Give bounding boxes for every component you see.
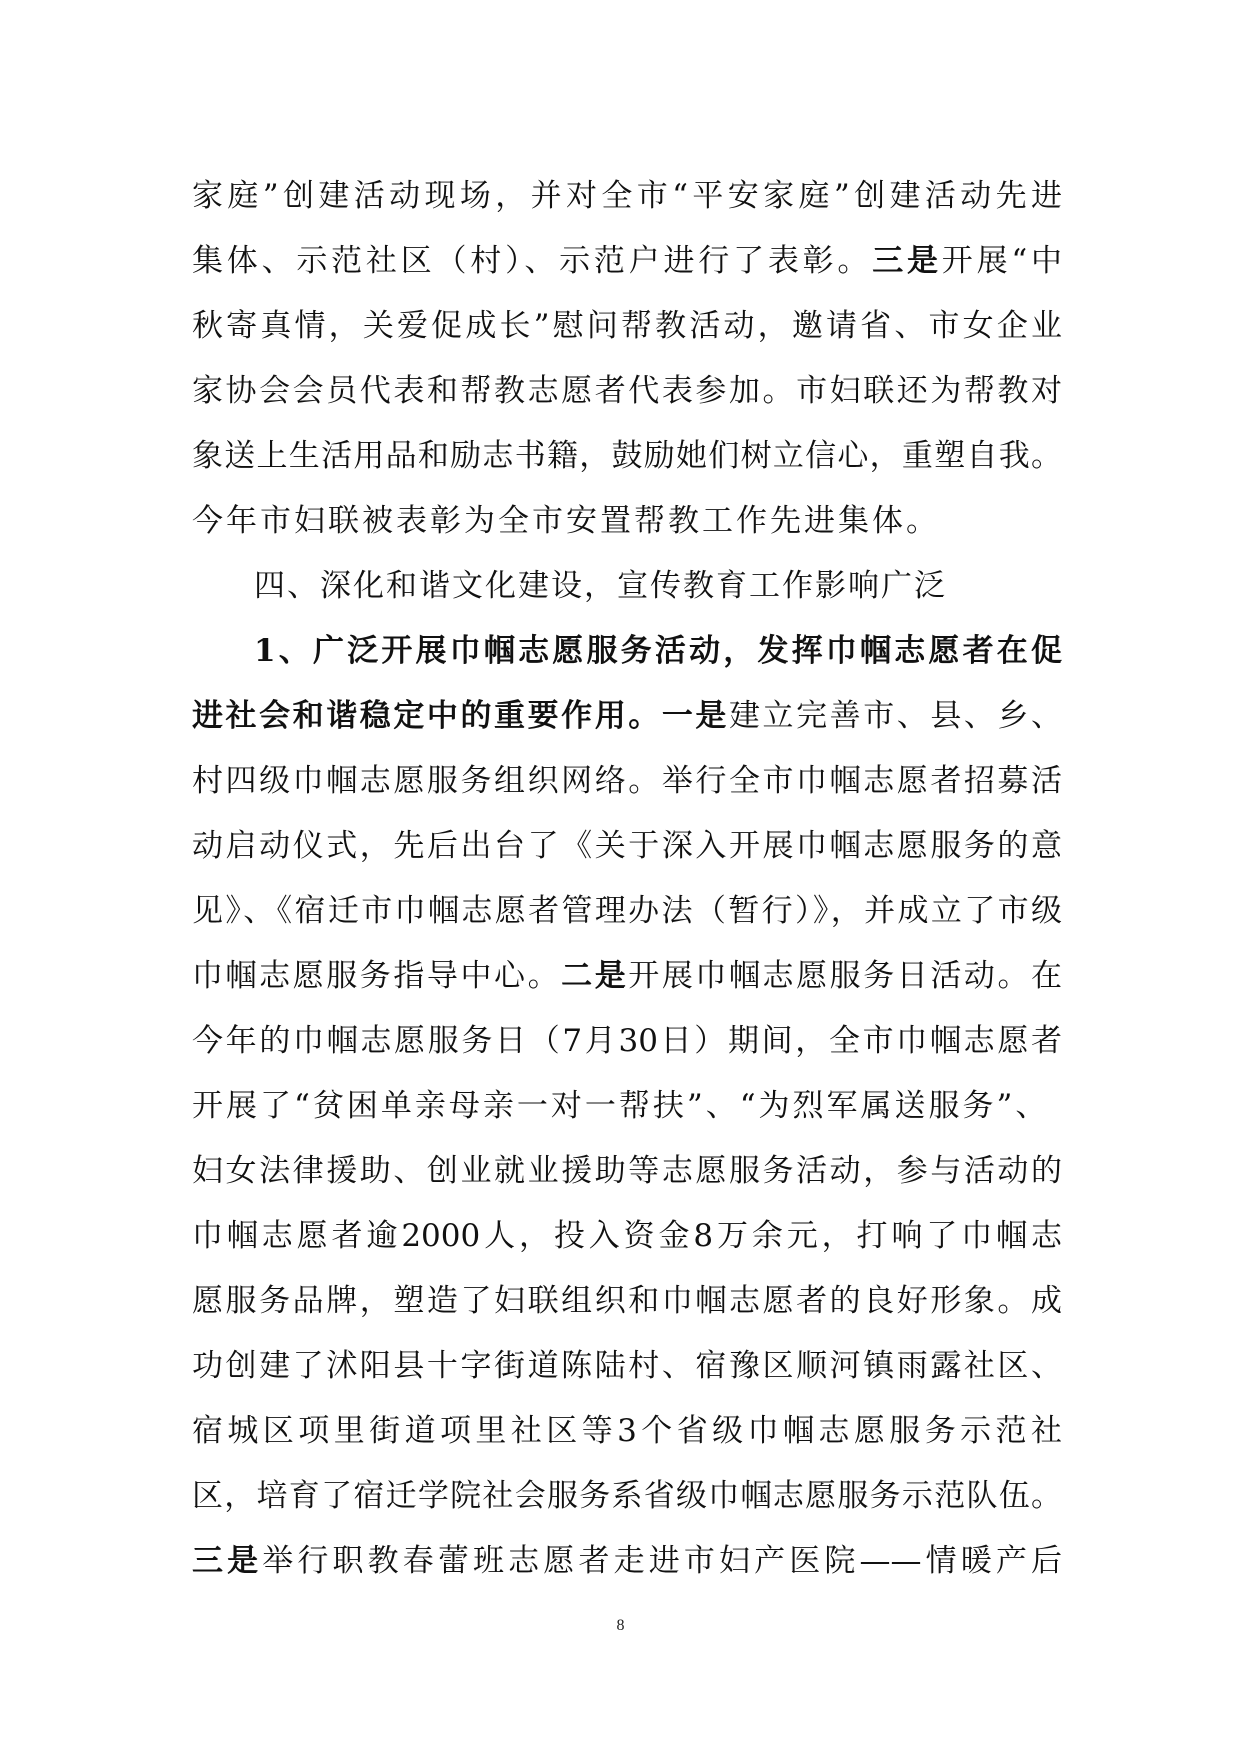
text-line: 集体、示范社区（村）、示范户进行了表彰。三是开展“中 bbox=[192, 243, 1062, 279]
text-line: 巾帼志愿者逾2000人，投入资金8万余元，打响了巾帼志 bbox=[192, 1218, 1062, 1254]
text-line: 进社会和谐稳定中的重要作用。一是建立完善市、县、乡、 bbox=[192, 698, 1062, 734]
text-line: 见》、《宿迁市巾帼志愿者管理办法（暂行）》，并成立了市级 bbox=[192, 893, 1062, 929]
text-line: 村四级巾帼志愿服务组织网络。举行全市巾帼志愿者招募活 bbox=[192, 763, 1062, 799]
text-line: 动启动仪式，先后出台了《关于深入开展巾帼志愿服务的意 bbox=[192, 828, 1062, 864]
bold-marker: 进社会和谐稳定中的重要作用。一是 bbox=[192, 698, 729, 734]
text-line: 开展了“贫困单亲母亲一对一帮扶”、“为烈军属送服务”、 bbox=[192, 1088, 1050, 1124]
text-line: 今年的巾帼志愿服务日（7月30日）期间，全市巾帼志愿者 bbox=[192, 1023, 1062, 1059]
body-text bbox=[192, 164, 1062, 1594]
text-line: 妇女法律援助、创业就业援助等志愿服务活动，参与活动的 bbox=[192, 1153, 1062, 1189]
text-line: 象送上生活用品和励志书籍，鼓励她们树立信心，重塑自我。 bbox=[192, 438, 1062, 474]
text-line: 功创建了沭阳县十字街道陈陆村、宿豫区顺河镇雨露社区、 bbox=[192, 1348, 1062, 1384]
section-heading: 四、深化和谐文化建设，宣传教育工作影响广泛 bbox=[254, 568, 947, 604]
text-line: 愿服务品牌，塑造了妇联组织和巾帼志愿者的良好形象。成 bbox=[192, 1283, 1062, 1319]
text-line: 今年市妇联被表彰为全市安置帮教工作先进集体。 bbox=[192, 503, 940, 539]
text-line: 宿城区项里街道项里社区等3个省级巾帼志愿服务示范社 bbox=[192, 1413, 1062, 1449]
subsection-heading: 1、广泛开展巾帼志愿服务活动，发挥巾帼志愿者在促 bbox=[254, 633, 1062, 669]
text-line: 秋寄真情，关爱促成长”慰问帮教活动，邀请省、市女企业 bbox=[192, 308, 1062, 344]
text-line: 家庭”创建活动现场，并对全市“平安家庭”创建活动先进 bbox=[192, 178, 1062, 214]
text-line: 家协会会员代表和帮教志愿者代表参加。市妇联还为帮教对 bbox=[192, 373, 1062, 409]
text-line: 区，培育了宿迁学院社会服务系省级巾帼志愿服务示范队伍。 bbox=[192, 1478, 1062, 1514]
page-number: 8 bbox=[616, 1617, 625, 1634]
text-line: 三是举行职教春蕾班志愿者走进市妇产医院——情暖产后 bbox=[192, 1543, 1062, 1579]
bold-marker: 二是 bbox=[561, 958, 629, 994]
text-line: 巾帼志愿服务指导中心。二是开展巾帼志愿服务日活动。在 bbox=[192, 958, 1062, 994]
bold-marker: 三是 bbox=[192, 1543, 263, 1579]
bold-marker: 三是 bbox=[872, 243, 942, 279]
